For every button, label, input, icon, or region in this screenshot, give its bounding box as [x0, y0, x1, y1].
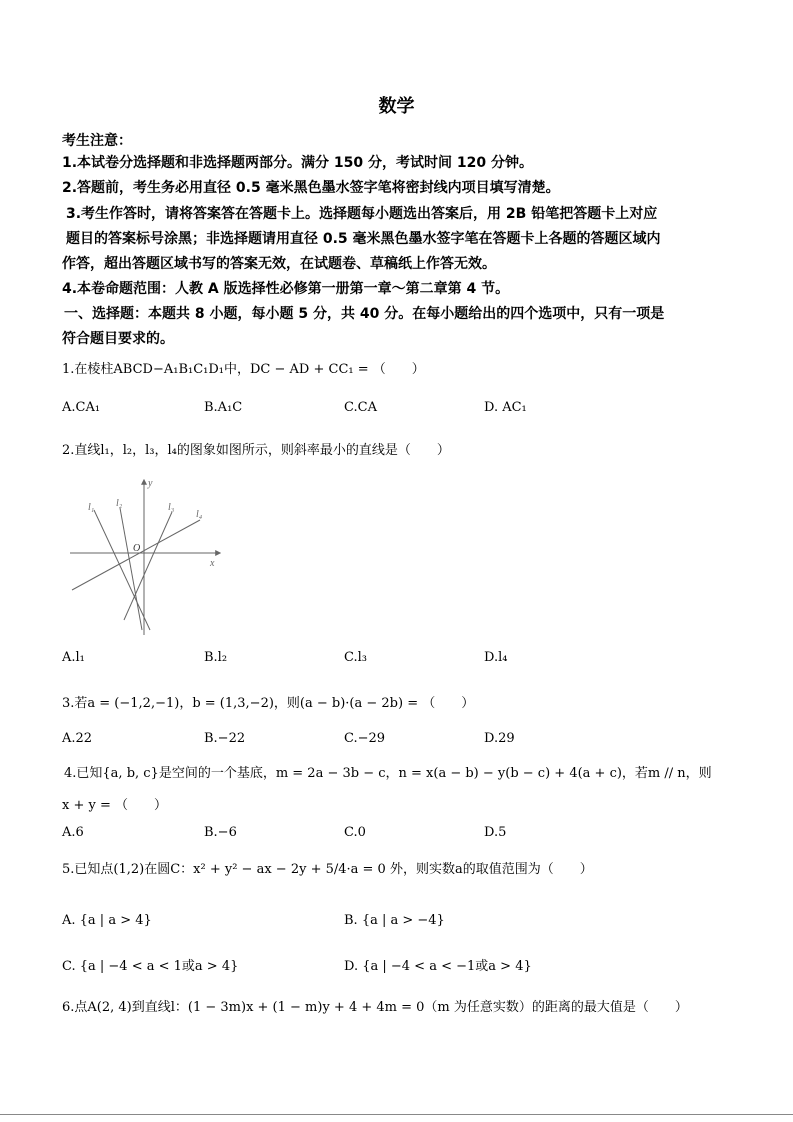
question-3-option-c[interactable]: C.−29 [344, 731, 386, 746]
question-6-stem: 6.点A(2, 4)到直线l：(1 − 3m)x + (1 − m)y + 4 + 4m = 0（m 为任意实数）的距离的最大值是（ ） [62, 1000, 688, 1015]
question-2-graph [62, 470, 232, 640]
notice-item-3-cont2: 作答，超出答题区域书写的答案无效，在试题卷、草稿纸上作答无效。 [62, 256, 496, 272]
question-5-option-a[interactable]: A. {a | a > 4} [62, 913, 152, 928]
question-2-option-b[interactable]: B.l₂ [204, 650, 228, 665]
question-5-option-b[interactable]: B. {a | a > −4} [344, 913, 445, 928]
question-2-option-a[interactable]: A.l₁ [62, 650, 85, 665]
question-2-option-c[interactable]: C.l₃ [344, 650, 367, 665]
question-3-option-a[interactable]: A.22 [62, 731, 93, 746]
question-3-stem: 3.若a = (−1,2,−1)，b = (1,3,−2)，则(a − b)·(a − 2b) = （ ） [62, 696, 475, 711]
line-l1 [94, 510, 150, 630]
y-axis-label: y [148, 478, 153, 489]
question-5-option-d[interactable]: D. {a | −4 < a < −1或a > 4} [344, 959, 532, 974]
question-4-option-d[interactable]: D.5 [484, 825, 507, 840]
question-4-option-b[interactable]: B.−6 [204, 825, 237, 840]
origin-label: O [133, 543, 141, 554]
line-l4 [72, 520, 200, 590]
question-2-option-d[interactable]: D.l₄ [484, 650, 508, 665]
line-l3 [124, 512, 172, 620]
page-title: 数学 [378, 96, 415, 117]
line-l2 [120, 508, 142, 630]
question-2-stem: 2.直线l₁，l₂，l₃，l₄的图象如图所示，则斜率最小的直线是（ ） [62, 443, 450, 458]
notice-item-2: 2.答题前，考生务必用直径 0.5 毫米黑色墨水签字笔将密封线内项目填写清楚。 [62, 180, 560, 196]
question-1-option-a[interactable]: A.CA₁ [62, 400, 101, 415]
x-axis-label: x [210, 558, 215, 569]
question-4-stem-cont: x + y = （ ） [62, 798, 167, 813]
label-l2: l₂ [116, 498, 123, 509]
question-5-stem: 5.已知点(1,2)在圆C：x² + y² − ax − 2y + 5/4·a = 0 外，则实数a的取值范围为（ ） [62, 862, 593, 877]
question-1-option-d[interactable]: D. AC₁ [484, 400, 527, 415]
notice-item-3: 3.考生作答时，请将答案答在答题卡上。选择题每小题选出答案后，用 2B 铅笔把答题卡上对应 [66, 206, 658, 222]
page-bottom-rule [0, 1114, 793, 1115]
question-4-stem: 4.已知{a, b, c}是空间的一个基底，m = 2a − 3b − c，n = x(a − b) − y(b − c) + 4(a + c)，若m // n，则 [64, 766, 712, 781]
notice-item-1: 1.本试卷分选择题和非选择题两部分。满分 150 分，考试时间 120 分钟。 [62, 155, 534, 171]
label-l1: l₁ [88, 502, 95, 513]
section-heading: 一、选择题：本题共 8 小题，每小题 5 分，共 40 分。在每小题给出的四个选项中，只有一项是 [64, 306, 665, 322]
question-3-option-b[interactable]: B.−22 [204, 731, 246, 746]
question-5-option-c[interactable]: C. {a | −4 < a < 1或a > 4} [62, 959, 239, 974]
question-1-option-b[interactable]: B.A₁C [204, 400, 243, 415]
question-4-option-a[interactable]: A.6 [62, 825, 84, 840]
question-3-option-d[interactable]: D.29 [484, 731, 515, 746]
notice-item-3-cont1: 题目的答案标号涂黑；非选择题请用直径 0.5 毫米黑色墨水签字笔在答题卡上各题的答题区域内 [66, 231, 661, 247]
label-l4: l₄ [196, 509, 203, 520]
notice-heading: 考生注意： [62, 133, 132, 149]
question-4-option-c[interactable]: C.0 [344, 825, 366, 840]
section-heading-cont: 符合题目要求的。 [62, 331, 174, 347]
label-l3: l₃ [168, 502, 175, 513]
question-1-option-c[interactable]: C.CA [344, 400, 377, 415]
question-1-stem: 1.在棱柱ABCD−A₁B₁C₁D₁中，DC − AD + CC₁ = （ ） [62, 362, 425, 377]
notice-item-4: 4.本卷命题范围：人教 A 版选择性必修第一册第一章～第二章第 4 节。 [62, 281, 510, 297]
